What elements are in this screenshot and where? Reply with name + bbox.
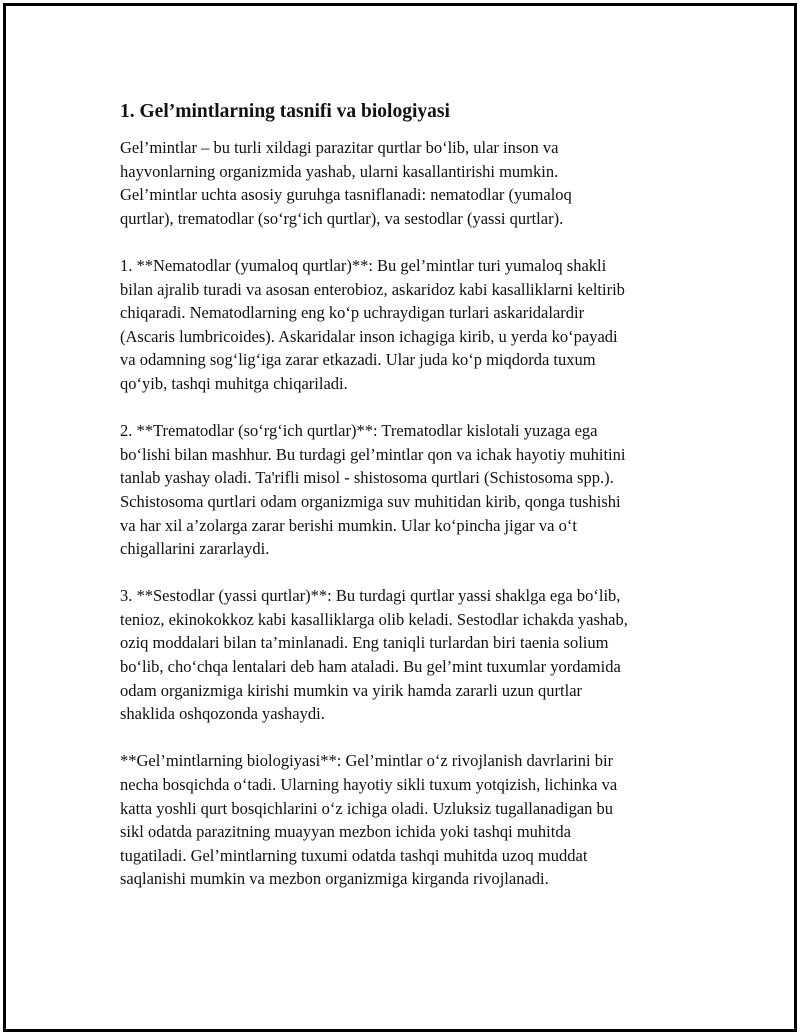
text-line: 2. **Trematodlar (so‘rg‘ich qurtlar)**: Trematodlar kislotali yuzaga ega — [120, 421, 598, 441]
text-line: necha bosqichda o‘tadi. Ularning hayotiy sikli tuxum yotqizish, lichinka va — [120, 775, 618, 795]
document-title: 1. Gel’mintlarning tasnifi va biologiyasi — [120, 101, 450, 122]
paragraph-biology — [120, 749, 700, 891]
text-line: **Gel’mintlarning biologiyasi**: Gel’mintlar o‘z rivojlanish davrlarini bir — [120, 751, 614, 771]
text-line: va odamning sog‘lig‘iga zarar etkazadi. Ular juda ko‘p miqdorda tuxum — [120, 350, 596, 370]
text-line: oziq moddalari bilan ta’minlanadi. Eng taniqli turlardan biri taenia solium — [120, 633, 609, 653]
text-line: Gel’mintlar – bu turli xildagi parazitar qurtlar bo‘lib, ular inson va — [120, 138, 559, 157]
text-line: 3. **Sestodlar (yassi qurtlar)**: Bu turdagi qurtlar yassi shaklga ega bo‘lib, — [120, 586, 621, 606]
text-line: tanlab yashay oladi. Ta'rifli misol - shistosoma qurtlari (Schistosoma spp.). — [120, 468, 614, 488]
text-line: qo‘yib, tashqi muhitga chiqariladi. — [120, 373, 348, 393]
text-line: katta yoshli qurt bosqichlarini o‘z ichiga oladi. Uzluksiz tugallanadigan bu — [120, 798, 614, 818]
paragraph-intro — [120, 136, 700, 230]
text-line: chigallarini zararlaydi. — [120, 539, 270, 559]
text-line: chiqaradi. Nematodlarning eng ko‘p uchraydigan turlari askaridalardir — [120, 303, 585, 323]
text-line: Gel’mintlar uchta asosiy guruhga tasniflanadi: nematodlar (yumaloq — [120, 185, 572, 205]
paragraph-cestodes — [120, 584, 700, 726]
text-line: 1. **Nematodlar (yumaloq qurtlar)**: Bu gel’mintlar turi yumaloq shakli — [120, 255, 607, 275]
text-line: tugatiladi. Gel’mintlarning tuxumi odatda tashqi muhitda uzoq muddat — [120, 845, 588, 865]
page-frame — [3, 3, 797, 1032]
text-line: hayvonlarning organizmida yashab, ularni kasallantirishi mumkin. — [120, 161, 559, 181]
text-line: sikl odatda parazitning muayyan mezbon ichida yoki tashqi muhitda — [120, 822, 571, 842]
text-line: odam organizmiga kirishi mumkin va yirik hamda zararli uzun qurtlar — [120, 680, 583, 700]
text-line: shaklida oshqozonda yashaydi. — [120, 704, 325, 724]
text-line: bo‘lib, cho‘chqa lentalari deb ham ataladi. Bu gel’mint tuxumlar yordamida — [120, 657, 621, 677]
text-line: va har xil a’zolarga zarar berishi mumkin. Ular ko‘pincha jigar va o‘t — [120, 515, 577, 535]
text-line: bilan ajralib turadi va asosan enterobioz, askaridoz kabi kasalliklarni keltirib — [120, 279, 625, 299]
text-line: saqlanishi mumkin va mezbon organizmiga kirganda rivojlanadi. — [120, 869, 549, 889]
paragraph-trematodes — [120, 419, 700, 561]
text-line: Schistosoma qurtlari odam organizmiga suv muhitidan kirib, qonga tushishi — [120, 491, 621, 511]
document-body — [120, 99, 700, 915]
paragraph-nematodes — [120, 254, 700, 396]
text-line: (Ascaris lumbricoides). Askaridalar inson ichagiga kirib, u yerda ko‘payadi — [120, 326, 618, 346]
text-line: bo‘lishi bilan mashhur. Bu turdagi gel’mintlar qon va ichak hayotiy muhitini — [120, 444, 626, 464]
text-line: tenioz, ekinokokkoz kabi kasalliklarga olib keladi. Sestodlar ichakda yashab, — [120, 609, 628, 629]
text-line: qurtlar), trematodlar (so‘rg‘ich qurtlar), va sestodlar (yassi qurtlar). — [120, 208, 564, 228]
